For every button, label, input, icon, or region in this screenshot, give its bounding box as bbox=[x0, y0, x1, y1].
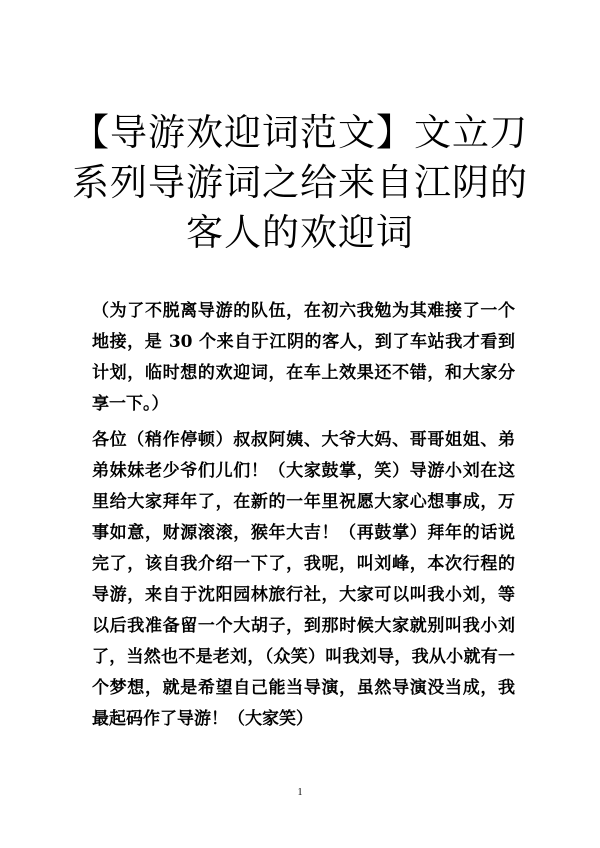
intro-paragraph: （为了不脱离导游的队伍，在初六我勉为其难接了一个地接，是 30 个来自于江阴的客人，到了车站我才看到计划，临时想的欢迎词，在车上效果还不错，和大家分享一下。） bbox=[92, 301, 515, 414]
body-paragraph: 各位（稍作停顿）叔叔阿姨、大爷大妈、哥哥姐姐、弟弟妹妹老少爷们儿们！（大家鼓掌，笑）导游小刘在这里给大家拜年了，在新的一年里祝愿大家心想事成，万事如意，财源滚滚，猴年大吉！（再鼓掌）拜年的话说完了，该自我介绍一下了，我呢，叫刘峰，本次行程的导游，来自于沈阳园林旅行社，大家可以叫我小刘，等以后我准备留一个大胡子，到那时候大家就别叫我小刘了，当然也不是老刘，（众笑）叫我刘导，我从小就有一个梦想，就是希望自己能当导演，虽然导演没当成，我最起码作了导游！（大家笑） bbox=[92, 430, 515, 729]
page-number: 1 bbox=[297, 787, 303, 798]
document-title: 【导游欢迎词范文】文立刀系列导游词之给来自江阴的客人的欢迎词 bbox=[72, 111, 528, 254]
